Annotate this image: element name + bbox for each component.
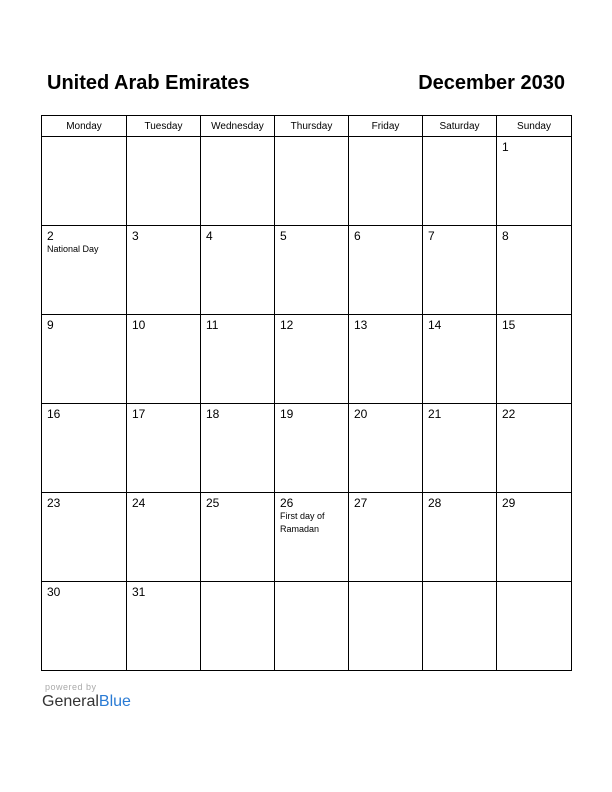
day-cell bbox=[201, 315, 275, 404]
day-number: 22 bbox=[502, 407, 516, 421]
day-number: 20 bbox=[354, 407, 368, 421]
day-number: 12 bbox=[280, 318, 294, 332]
weekday-header: Friday bbox=[349, 116, 423, 137]
day-cell bbox=[275, 582, 349, 671]
day-number: 10 bbox=[132, 318, 146, 332]
week-row bbox=[42, 493, 572, 582]
day-number: 18 bbox=[206, 407, 220, 421]
day-number: 2 bbox=[47, 229, 54, 243]
day-cell bbox=[497, 404, 572, 493]
day-number: 14 bbox=[428, 318, 442, 332]
day-cell bbox=[497, 226, 572, 315]
country-title: United Arab Emirates bbox=[47, 72, 250, 94]
day-cell bbox=[42, 137, 127, 226]
day-cell bbox=[127, 404, 201, 493]
week-row bbox=[42, 404, 572, 493]
day-number: 21 bbox=[428, 407, 442, 421]
day-cell bbox=[423, 315, 497, 404]
day-number bbox=[42, 137, 126, 140]
week-row bbox=[42, 226, 572, 315]
day-number: 26 bbox=[280, 496, 294, 510]
day-number: 31 bbox=[132, 585, 146, 599]
day-number: 16 bbox=[47, 407, 61, 421]
day-number: 29 bbox=[502, 496, 516, 510]
day-cell bbox=[275, 315, 349, 404]
holiday-label: National Day bbox=[47, 244, 99, 254]
day-cell bbox=[423, 493, 497, 582]
day-cell bbox=[349, 493, 423, 582]
day-cell bbox=[42, 315, 127, 404]
generalblue-logo[interactable] bbox=[42, 693, 131, 711]
day-cell bbox=[423, 226, 497, 315]
day-number bbox=[497, 582, 571, 585]
weekday-header: Tuesday bbox=[127, 116, 201, 137]
weekday-header: Saturday bbox=[423, 116, 497, 137]
weekday-header: Sunday bbox=[497, 116, 572, 137]
day-number bbox=[349, 137, 422, 140]
day-cell bbox=[349, 582, 423, 671]
day-number: 3 bbox=[132, 229, 139, 243]
day-number: 24 bbox=[132, 496, 146, 510]
week-row bbox=[42, 582, 572, 671]
weekday-header: Wednesday bbox=[201, 116, 275, 137]
day-number bbox=[423, 582, 496, 585]
calendar-body bbox=[42, 137, 572, 671]
logo-text-general: General bbox=[42, 693, 99, 710]
weekday-header: Thursday bbox=[275, 116, 349, 137]
day-cell bbox=[275, 493, 349, 582]
day-number bbox=[349, 582, 422, 585]
weekday-header: Monday bbox=[42, 116, 127, 137]
day-cell bbox=[201, 137, 275, 226]
day-number: 17 bbox=[132, 407, 146, 421]
weekday-header-row bbox=[42, 116, 572, 137]
day-cell bbox=[42, 493, 127, 582]
week-row bbox=[42, 137, 572, 226]
day-number: 30 bbox=[47, 585, 61, 599]
day-cell bbox=[423, 137, 497, 226]
day-number: 13 bbox=[354, 318, 368, 332]
day-cell bbox=[127, 137, 201, 226]
day-number: 28 bbox=[428, 496, 442, 510]
logo-text-blue: Blue bbox=[98, 693, 131, 710]
day-number bbox=[423, 137, 496, 140]
week-row bbox=[42, 315, 572, 404]
powered-by-text: powered by bbox=[45, 682, 97, 692]
day-cell bbox=[423, 404, 497, 493]
day-cell bbox=[349, 137, 423, 226]
day-number: 27 bbox=[354, 496, 368, 510]
day-cell bbox=[127, 226, 201, 315]
day-cell bbox=[497, 493, 572, 582]
day-cell bbox=[497, 315, 572, 404]
day-number: 25 bbox=[206, 496, 220, 510]
day-cell bbox=[275, 226, 349, 315]
day-number bbox=[275, 137, 348, 140]
day-cell bbox=[42, 404, 127, 493]
day-cell bbox=[201, 493, 275, 582]
day-number bbox=[275, 582, 348, 585]
calendar-grid bbox=[41, 115, 572, 671]
day-cell bbox=[201, 404, 275, 493]
day-cell bbox=[201, 582, 275, 671]
day-number: 9 bbox=[47, 318, 54, 332]
holiday-label: First day of Ramadan bbox=[280, 511, 325, 534]
day-cell bbox=[127, 582, 201, 671]
day-number: 7 bbox=[428, 229, 435, 243]
day-cell bbox=[497, 137, 572, 226]
day-cell bbox=[127, 493, 201, 582]
day-number: 6 bbox=[354, 229, 361, 243]
day-cell bbox=[42, 226, 127, 315]
day-number: 1 bbox=[502, 140, 509, 154]
day-number bbox=[201, 582, 274, 585]
day-number: 4 bbox=[206, 229, 213, 243]
day-cell bbox=[497, 582, 572, 671]
day-number: 11 bbox=[206, 318, 219, 332]
day-cell bbox=[275, 404, 349, 493]
day-number: 23 bbox=[47, 496, 61, 510]
month-year-title: December 2030 bbox=[418, 72, 565, 94]
day-cell bbox=[423, 582, 497, 671]
day-cell bbox=[275, 137, 349, 226]
day-cell bbox=[349, 226, 423, 315]
day-cell bbox=[349, 315, 423, 404]
day-number bbox=[201, 137, 274, 140]
day-number: 19 bbox=[280, 407, 294, 421]
day-number: 8 bbox=[502, 229, 509, 243]
day-cell bbox=[201, 226, 275, 315]
day-cell bbox=[349, 404, 423, 493]
day-number: 5 bbox=[280, 229, 287, 243]
day-number bbox=[127, 137, 200, 140]
day-cell bbox=[42, 582, 127, 671]
day-number: 15 bbox=[502, 318, 516, 332]
day-cell bbox=[127, 315, 201, 404]
